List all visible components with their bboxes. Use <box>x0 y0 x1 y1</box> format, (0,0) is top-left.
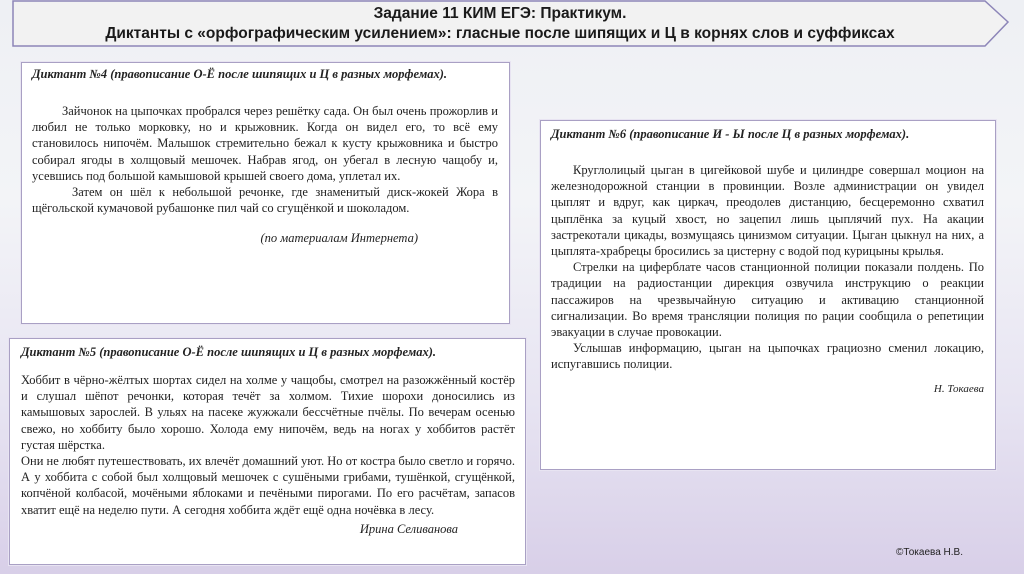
dictation-6-paragraph-3: Услышав информацию, цыган на цыпочках грациозно сменил локацию, испугавшись полиции. <box>551 341 984 372</box>
page-title <box>20 4 980 44</box>
dictation-4-heading: Диктант №4 (правописание О-Ё после шипящих и Ц в разных морфемах). <box>32 67 448 81</box>
dictation-5-paragraph-1: Хоббит в чёрно-жёлтых шортах сидел на холме у чащобы, смотрел на разожжённый костёр и слушал шёпот речонки, которая течёт за холмом. Тихие шорохи доносились из камышовых зарослей. В ульях на пасеке жужжали бессчётные пчёлы. По вечерам осенью свежо, но хоббиту было хорошо. Холода ему нипочём, ведь на ногах у хоббитов растёт густая шёрстка. <box>21 373 515 452</box>
dictation-5-paragraph-2: Они не любят путешествовать, их влечёт домашний уют. Но от костра было светло и горячо. А у хоббита с собой был холщовый мешочек с сушёными грибами, тушёнкой, сгущёнкой, копчёной колбасой, мочёными яблоками и печёными пирогами. По его расчётам, запасов хватит ещё на неделю пути. А сегодня хоббита ждёт ещё одна ночёвка в лесу. <box>21 454 515 517</box>
dictation-5-heading: Диктант №5 (правописание О-Ё после шипящих и Ц в разных морфемах). <box>21 345 437 359</box>
dictation-4-paragraph-1: Зайчонок на цыпочках пробрался через решётку сада. Он был очень прожорлив и любил не только морковку, но и крыжовник. Когда он видел его, то всё ему становилось нипочём. Малышок стремительно бежал к кусту крыжовника и быстро собирал ягоды в холщовый мешочек. Набрав ягод, он убегал в лесную чащобу и, усевшись под большой камышовой крышей своего дома, уплетал их. <box>32 104 498 183</box>
dictation-5-author: Ирина Селиванова <box>359 521 458 536</box>
dictation-4-card <box>21 62 510 324</box>
copyright: ©Токаева Н.В. <box>896 547 963 558</box>
dictation-4-paragraph-2: Затем он шёл к небольшой речонке, где знаменитый диск-жокей Жора в щёгольской кумачовой рубашонке пил чай со сгущёнкой и шоколадом. <box>32 185 498 216</box>
dictation-6-card <box>540 120 996 470</box>
title-line-1: Задание 11 КИМ ЕГЭ: Практикум. <box>373 5 627 22</box>
dictation-5-card <box>9 338 526 565</box>
dictation-6-paragraph-2: Стрелки на циферблате часов станционной полиции показали полдень. По традиции на радиостанции дирекция озвучила инструкцию о реакции пассажиров на чрезвычайную ситуацию и активацию станционной сигнализации. Во время трансляции полиция по рации сообщила о репетиции эвакуации в случае провокации. <box>551 260 984 340</box>
dictation-6-author: Н. Токаева <box>933 382 984 395</box>
dictation-6-paragraph-1: Круглолицый цыган в цигейковой шубе и цилиндре совершал моцион на железнодорожной станции в провинции. Возле администрации он увидел цыплят и вдруг, как циркач, преодолев дистанцию, бесцеремонно схватил цыплёнка за куцый хвост, но зацепил лишь цыплячий пух. На акации застрекотали цикады, возмущаясь цинизмом ситуации. Цыган цыкнул на них, а цыплята-храбрецы бросились за цистерну с водой под курицыны крылья. <box>551 163 984 259</box>
title-line-2: Диктанты с «орфографическим усилением»: гласные после шипящих и Ц в корнях слов и суффиксах <box>105 25 895 42</box>
title-banner <box>0 0 1024 50</box>
dictation-6-heading: Диктант №6 (правописание И - Ы после Ц в разных морфемах). <box>551 127 910 141</box>
dictation-4-source: (по материалам Интернета) <box>260 231 418 246</box>
